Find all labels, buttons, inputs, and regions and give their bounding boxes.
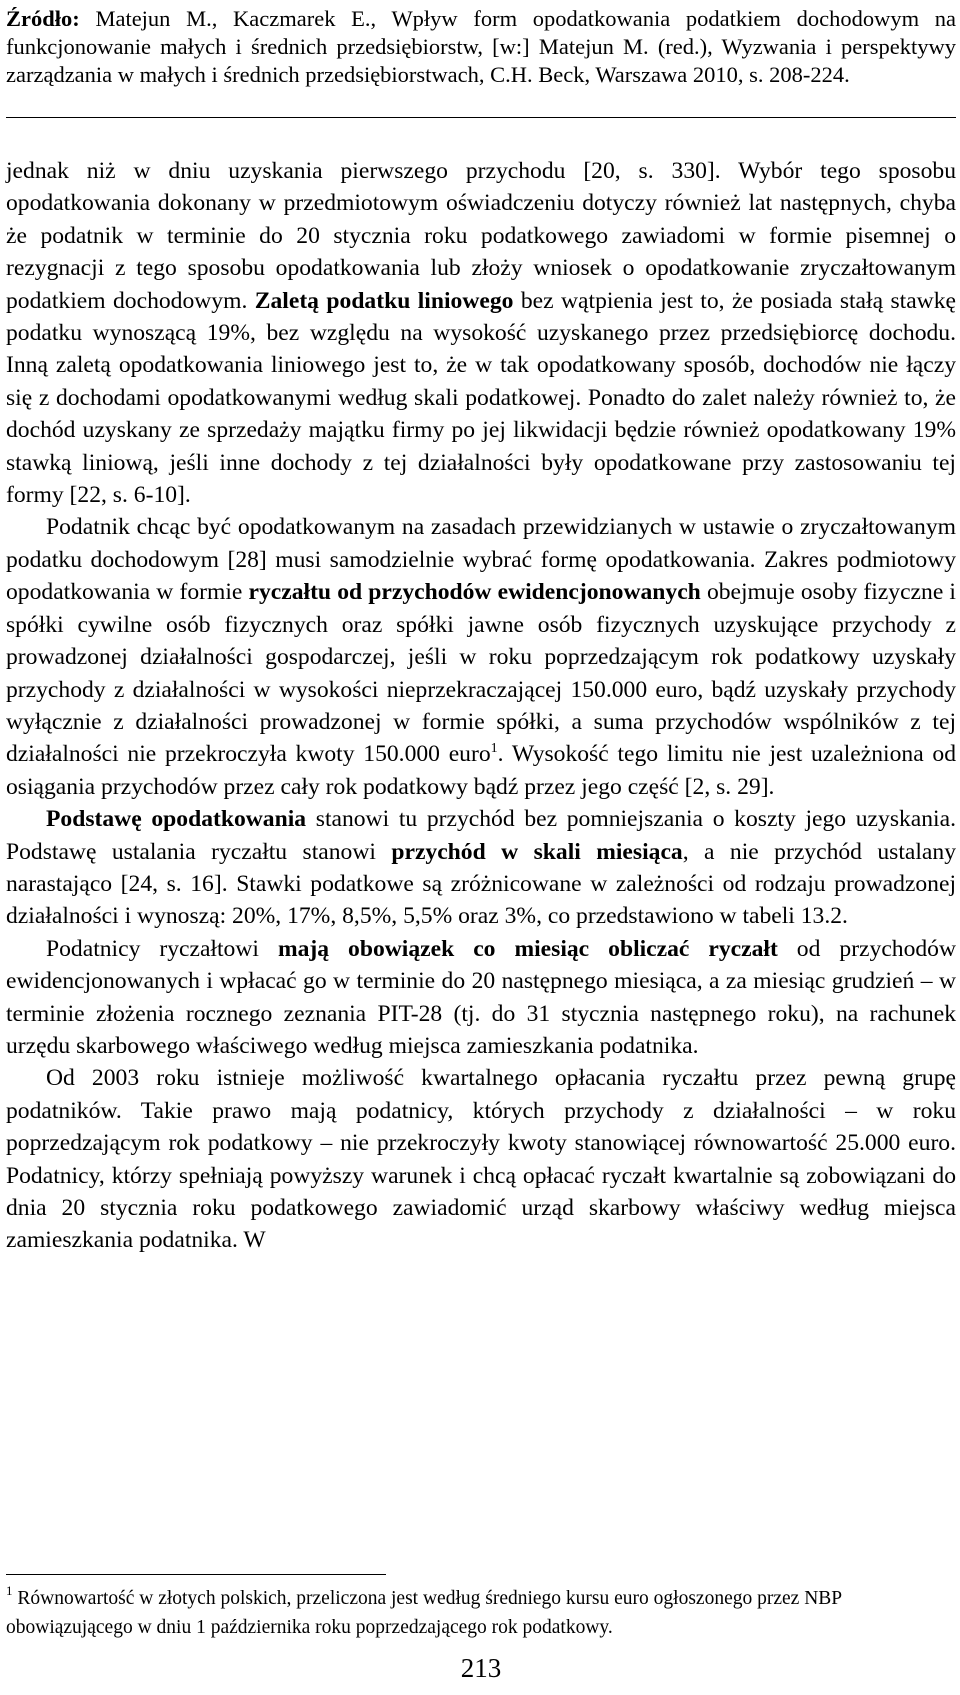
source-label: Źródło:: [6, 6, 80, 31]
paragraph-1: [6, 155, 956, 511]
footnote-text: Równowartość w złotych polskich, przeliczona jest według średniego kursu euro ogłoszonego przez NBP obowiązującego w dniu 1 października roku poprzedzającego rok podatkowy.: [6, 1588, 842, 1638]
paragraph-text: od przychodów ewidencjonowanych i wpłacać go w terminie do 20 następnego miesiąca, a za miesiąc grudzień – w terminie złożenia rocznego zeznania PIT-28 (tj. do 31 stycznia następnego roku), na rachunek urzędu skarbowego właściwego według miejsca zamieszkania podatnika.: [6, 935, 957, 1059]
footnote-divider: [6, 1574, 386, 1575]
document-page: [6, 0, 956, 1695]
paragraph-text: Podatnik chcąc być opodatkowanym na zasadach przewidzianych w ustawie o zryczałtowanym podatku dochodowym [28] musi samodzielnie wybrać formę opodatkowania. Zakres podmiotowy opodatkowania w formie: [6, 514, 956, 606]
page-number: 213: [460, 1653, 502, 1683]
paragraph-text: Od 2003 roku istnieje możliwość kwartalnego opłacania ryczałtu przez pewną grupę podatników. Takie prawo mają podatnicy, których przychody z działalności – w roku poprzedzającym rok podatkowy – nie przekroczyły kwoty stanowiącej równowartość 25.000 euro. Podatnicy, którzy spełniają powyższy warunek i chcą opłacać ryczałt kwartalnie są zobowiązani do dnia 20 stycznia roku podatkowego zawiadomić urząd skarbowy właściwy według miejsca zamieszkania podatnika. W: [6, 1065, 956, 1254]
bold-phrase: Zaletą podatku liniowego: [254, 287, 514, 314]
paragraph-3: [6, 803, 956, 933]
paragraph-text: jednak niż w dniu uzyskania pierwszego przychodu [20, s. 330]. Wybór tego sposobu opodatkowania dokonany w przedmiotowym oświadczeniu dotyczy również lat następnych, chyba że podatnik w terminie do 20 stycznia roku podatkowego zawiadomi w formie pisemnej o rezygnacji z tego sposobu opodatkowania lub złoży wniosek o opodatkowanie zryczałtowanym podatkiem dochodowym.: [6, 158, 956, 314]
bold-phrase: przychód w skali miesiąca: [391, 838, 683, 865]
bold-phrase: Podstawę opodatkowania: [46, 806, 307, 833]
paragraph-text: Podatnicy ryczałtowi: [46, 935, 278, 962]
paragraph-text: stanowi tu przychód bez pomniejszania o koszty jego uzyskania. Podstawę ustalania ryczałtu stanowi: [6, 806, 956, 865]
footnote-reference[interactable]: 1: [490, 741, 498, 757]
paragraph-2: [6, 511, 956, 803]
paragraph-text: . Wysokość tego limitu nie jest uzależniona od osiągania przychodów przez cały rok podatkowy bądź przez jego część [2, s. 29].: [6, 741, 956, 800]
source-text: Matejun M., Kaczmarek E., Wpływ form opodatkowania podatkiem dochodowym na funkcjonowanie małych i średnich przedsiębiorstw, [w:] Matejun M. (red.), Wyzwania i perspektywy zarządzania w małych i średnich przedsiębiorstwach, C.H. Beck, Warszawa 2010, s. 208-224.: [6, 6, 956, 87]
paragraph-text: bez wątpienia jest to, że posiada stałą stawkę podatku wynoszącą 19%, bez względu na wysokość uzyskanego przez przedsiębiorcę dochodu. Inną zaletą opodatkowania liniowego jest to, że w tak opodatkowany sposób, dochodów nie łączy się z dochodami opodatkowanymi według skali podatkowej. Ponadto do zalet należy również to, że dochód uzyskany ze sprzedaży majątku firmy po jej likwidacji będzie również opodatkowany 19% stawką liniową, jeśli inne dochody z tej działalności były opodatkowane przy zastosowaniu tej formy [22, s. 6-10].: [6, 287, 956, 509]
source-divider: [6, 117, 956, 118]
paragraph-4: [6, 933, 956, 1063]
paragraph-text: , a nie przychód ustalany narastająco [24, s. 16]. Stawki podatkowe są zróżnicowane w zależności od rodzaju prowadzonej działalności i wynoszą: 20%, 17%, 8,5%, 5,5% oraz 3%, co przedstawiono w tabeli 13.2.: [6, 838, 956, 930]
bold-phrase: ryczałtu od przychodów ewidencjonowanych: [248, 579, 701, 606]
footnote: [6, 1584, 956, 1642]
source-citation: [6, 5, 956, 89]
paragraph-text: obejmuje osoby fizyczne i spółki cywilne osób fizycznych oraz spółki jawne osób fizycznych uzyskujące przychody z prowadzonej działalności gospodarczej, jeśli w roku poprzedzającym rok podatkowy uzyskały przychody z działalności w wysokości nieprzekraczającej 150.000 euro, bądź uzyskały przychody wyłącznie z działalności prowadzonej w formie spółki, a suma przychodów wspólników z tej działalności nie przekroczyła kwoty 150.000 euro: [6, 579, 956, 768]
paragraph-5: [6, 1062, 956, 1256]
body-text: [6, 155, 956, 1257]
bold-phrase: mają obowiązek co miesiąc obliczać ryczałt: [277, 935, 778, 962]
footnote-marker: 1: [6, 1583, 13, 1598]
